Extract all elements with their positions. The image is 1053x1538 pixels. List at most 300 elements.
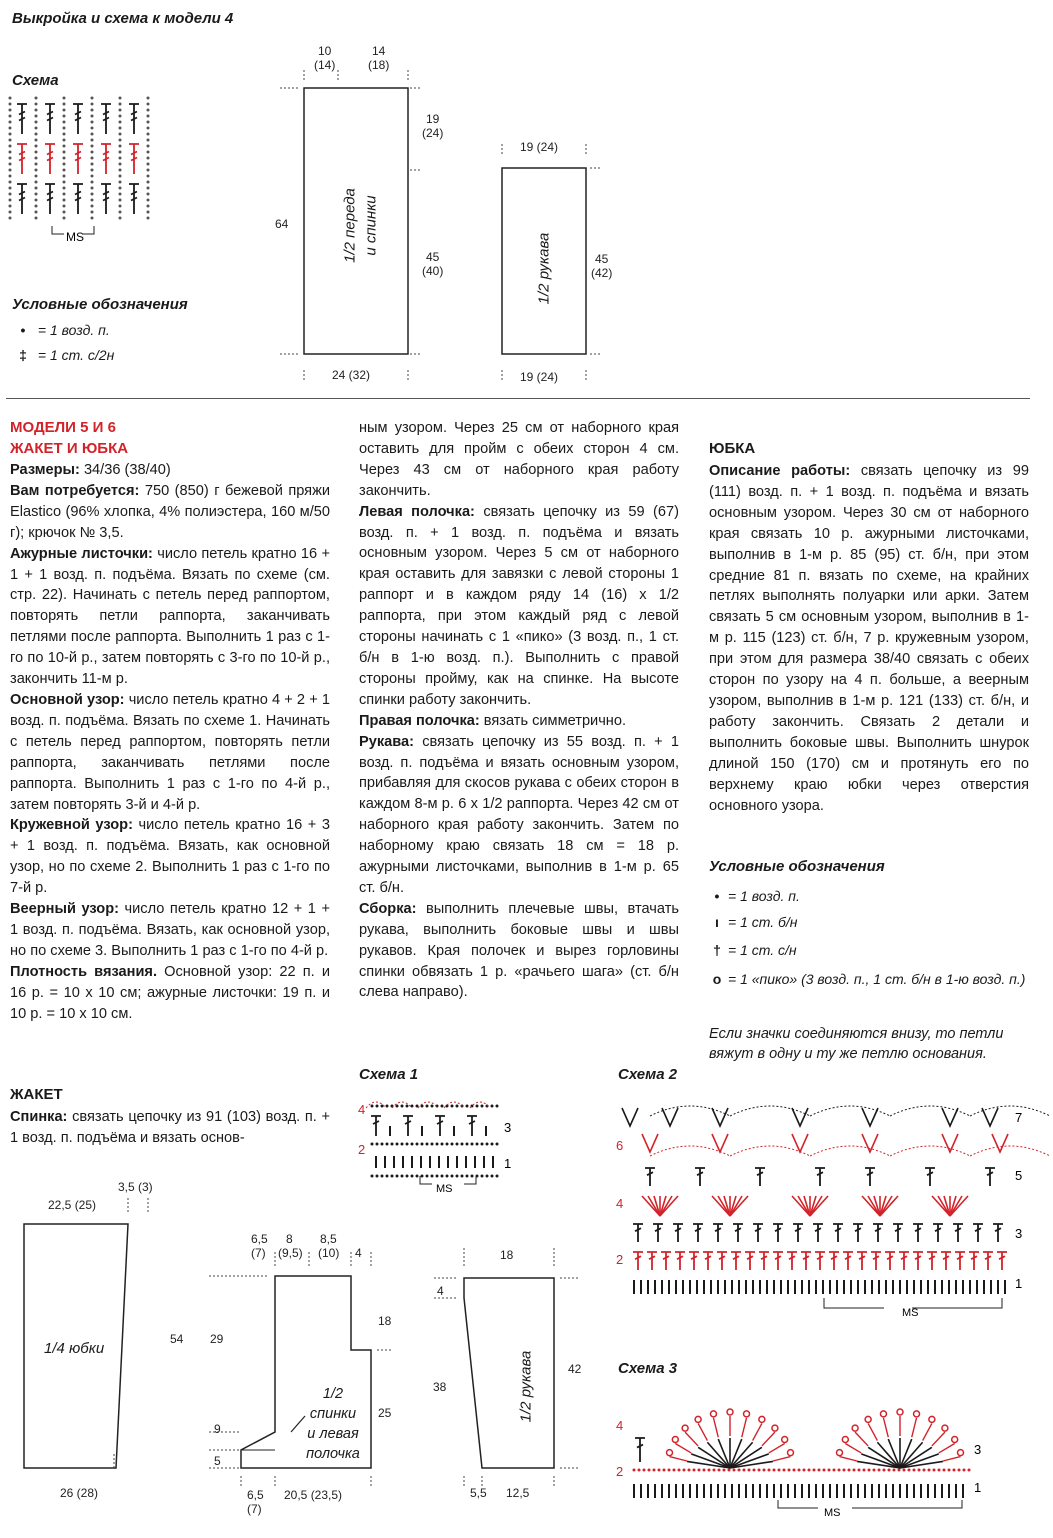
pattern-sleeve-bottom-guides	[434, 1248, 580, 1488]
picot-symbol	[942, 1425, 948, 1431]
front-left-low-dim: 5	[214, 1454, 221, 1468]
skirt-label: 1/4 юбки	[44, 1340, 105, 1357]
double-crochet-symbol	[927, 1252, 937, 1270]
double-crochet-symbol	[673, 1224, 683, 1242]
chain-dot	[753, 1469, 756, 1472]
chain-dot	[386, 1143, 389, 1146]
chain-dot	[718, 1469, 721, 1472]
chain-dot	[431, 1143, 434, 1146]
pattern-back-front-inner	[241, 1276, 275, 1450]
chain-dot	[828, 1469, 831, 1472]
front-top-left-dim-alt: (14)	[314, 58, 336, 72]
double-crochet-symbol	[941, 1252, 951, 1270]
chain-dot	[63, 127, 66, 130]
double-crochet-symbol	[645, 1168, 655, 1186]
chain-dot	[411, 1175, 414, 1178]
chain-dot	[391, 1175, 394, 1178]
chain-dot	[481, 1175, 484, 1178]
chain-dot	[35, 151, 38, 154]
front-top4-dim: 4	[355, 1246, 362, 1260]
chain-dot	[491, 1143, 494, 1146]
scheme2	[610, 1096, 1040, 1322]
chain-dot	[91, 97, 94, 100]
double-crochet-symbol	[633, 1224, 643, 1242]
double-crochet-symbol	[933, 1224, 943, 1242]
double-crochet-symbol	[843, 1252, 853, 1270]
para-assembly: Сборка: выполнить плечевые швы, втачать рукава, выполнить боковые швы и швы рукавов. Края полочек и вырез горловины спинки обвязать 1 р. «рачьего шага» (ст. б/н слева направо).	[359, 900, 679, 1001]
picot-stem	[883, 1418, 888, 1437]
chain-dot	[63, 97, 66, 100]
front-bottom2-dim: 20,5 (23,5)	[284, 1488, 343, 1502]
chain-dot	[119, 151, 122, 154]
picot-stem	[675, 1443, 691, 1452]
scheme3	[610, 1384, 1040, 1524]
chain-dot	[663, 1469, 666, 1472]
v-stitch	[862, 1108, 878, 1126]
chain-dot	[698, 1469, 701, 1472]
skirt-height-dim: 54	[170, 1332, 184, 1346]
chain-dot	[401, 1143, 404, 1146]
picot-symbol	[672, 1436, 678, 1442]
chain-dot	[708, 1469, 711, 1472]
fan-stitch	[648, 1196, 660, 1216]
chain-dot	[426, 1105, 429, 1108]
model4-symbols	[9, 97, 150, 220]
sleeve-right-dim: 45	[595, 252, 609, 266]
model4-schema	[10, 98, 160, 248]
chain-dot	[119, 121, 122, 124]
chain-dot	[9, 181, 12, 184]
double-crochet-symbol	[647, 1252, 657, 1270]
legend-item-chain: • = 1 возд. п.	[706, 888, 800, 904]
chain-arc	[890, 1146, 970, 1156]
chain-dot	[496, 1175, 499, 1178]
chain-dot	[91, 133, 94, 136]
double-crochet-symbol	[731, 1252, 741, 1270]
double-crochet-symbol	[753, 1224, 763, 1242]
skirt-heading: ЮБКА	[709, 440, 756, 457]
double-crochet-2-symbol	[17, 104, 27, 134]
chain-dot	[813, 1469, 816, 1472]
chain-dot	[748, 1469, 751, 1472]
double-crochet-symbol	[403, 1116, 413, 1136]
chain-dot	[35, 103, 38, 106]
scheme3-title: Схема 3	[618, 1360, 678, 1377]
front-right-top-dim: 18	[378, 1314, 392, 1328]
chain-dot	[381, 1175, 384, 1178]
picot-stem	[742, 1418, 747, 1437]
scheme1-row-4: 4	[358, 1102, 366, 1117]
chain-dot	[843, 1469, 846, 1472]
picot-symbol	[787, 1450, 793, 1456]
chain-dot	[933, 1469, 936, 1472]
chain-dot	[63, 181, 66, 184]
fan-stitch	[938, 1196, 950, 1216]
dot-icon: •	[714, 888, 720, 904]
chain-dot	[63, 193, 66, 196]
double-crochet-symbol	[973, 1224, 983, 1242]
scheme2-title: Схема 2	[618, 1066, 678, 1083]
chain-dot	[147, 217, 150, 220]
chain-dot	[119, 115, 122, 118]
picot-stem	[753, 1423, 762, 1440]
chain-dot	[858, 1469, 861, 1472]
chain-dot	[396, 1105, 399, 1108]
chain-dot	[486, 1175, 489, 1178]
chain-dot	[35, 109, 38, 112]
chain-dot	[943, 1469, 946, 1472]
front-bottom1-dim: 6,5	[247, 1488, 264, 1502]
chain-dot	[9, 133, 12, 136]
chain-dot	[386, 1175, 389, 1178]
top-legend-item-chain: • = 1 возд. п.	[12, 322, 110, 338]
chain-dot	[147, 169, 150, 172]
scheme2-symbols	[622, 1106, 1050, 1294]
chain-dot	[91, 199, 94, 202]
picot-symbol	[852, 1425, 858, 1431]
chain-dot	[456, 1105, 459, 1108]
fan-stitch	[718, 1196, 730, 1216]
chain-dot	[91, 163, 94, 166]
chain-dot	[119, 139, 122, 142]
chain-dot	[119, 157, 122, 160]
para-lace-pattern: Кружевной узор: число петель кратно 16 + 3 + 1 возд. п. подъёма. Вязать, как основной узор, но по схеме 2. Выполнить 1 раз с 1-го по 7-й р.	[10, 817, 330, 897]
chain-dot	[878, 1469, 881, 1472]
chain-dot	[119, 211, 122, 214]
chain-dot	[91, 193, 94, 196]
chain-arc	[810, 1106, 890, 1116]
double-crochet-symbol	[885, 1252, 895, 1270]
scheme3-ms: MS	[824, 1507, 841, 1519]
picot-stem	[939, 1443, 955, 1452]
para-leaves: Ажурные листочки: число петель кратно 16 + 1 + 1 возд. п. подъёма. Вязать по схеме (см. стр. 22). Начинать с петель перед раппортом, повторять петли раппорта, заканчивать петлями после раппорта. Выполнить 1 раз с 1-го по 10-й р., затем повторять с 3-го по 10-й р., закончить 11-м р.	[10, 545, 330, 688]
double-crochet-symbol	[997, 1252, 1007, 1270]
schema-title: Схема	[12, 72, 59, 89]
column-2	[359, 418, 679, 1003]
chain-dot	[406, 1105, 409, 1108]
chain-dot	[898, 1469, 901, 1472]
chain-dot	[35, 97, 38, 100]
chain-dot	[119, 217, 122, 220]
chain-dot	[798, 1469, 801, 1472]
chain-dot	[9, 187, 12, 190]
chain-dot	[436, 1143, 439, 1146]
chain-dot	[119, 193, 122, 196]
double-crochet-symbol	[689, 1252, 699, 1270]
chain-dot	[678, 1469, 681, 1472]
chain-dot	[451, 1175, 454, 1178]
scheme2-row-3: 3	[1015, 1226, 1023, 1241]
double-crochet-symbol	[873, 1224, 883, 1242]
double-crochet-2-symbol	[17, 144, 27, 174]
top-title: Выкройка и схема к модели 4	[12, 10, 234, 27]
chain-dot	[688, 1469, 691, 1472]
double-crochet-2-symbol	[17, 184, 27, 214]
chain-dot	[63, 121, 66, 124]
picot-stem	[670, 1457, 688, 1461]
chain-dot	[758, 1469, 761, 1472]
chain-dot	[35, 133, 38, 136]
double-crochet-symbol	[633, 1252, 643, 1270]
para-fan-pattern: Веерный узор: число петель кратно 12 + 1 + 1 возд. п. подъёма. Вязать, как основной узор, но по схеме 3. Выполнить 1 раз с 1-го по 4-й р.	[10, 901, 330, 959]
chain-dot	[63, 115, 66, 118]
picot-stem	[769, 1443, 785, 1452]
v-stitch	[862, 1134, 878, 1152]
picot-symbol	[710, 1411, 716, 1417]
chain-dot	[91, 187, 94, 190]
chain-dot	[743, 1469, 746, 1472]
double-crochet-symbol	[675, 1252, 685, 1270]
chain-dot	[35, 169, 38, 172]
double-crochet-2-symbol	[73, 144, 83, 174]
chain-dot	[147, 103, 150, 106]
para-left-front: Левая полочка: связать цепочку из 59 (67) возд. п. + 1 возд. п. подъёма и вязать основным узором. Через 5 см от наборного края оставить для завязки с левой стороны 1 раппорт и в каждом ряду 14 (16) х 1/2 раппорта, при этом каждый ряд с левой стороны начинать с 1 «пико» (3 возд. п., 1 ст. б/н в 1-ю возд. п.). Выполнить с правой стороны пройму, как на спинке. На высоте спинки работу закончить.	[359, 503, 679, 708]
front-right-lower-dim: 45	[426, 250, 440, 264]
scheme3-ms-bracket	[778, 1500, 962, 1508]
chain-dot	[91, 205, 94, 208]
chain-dot	[119, 145, 122, 148]
picot-symbol	[952, 1436, 958, 1442]
chain-dot	[888, 1469, 891, 1472]
double-crochet-symbol	[787, 1252, 797, 1270]
chain-dot	[416, 1105, 419, 1108]
chain-dot	[441, 1175, 444, 1178]
chain-dot	[376, 1175, 379, 1178]
scheme3-symbols	[633, 1409, 971, 1498]
picot-symbol	[957, 1450, 963, 1456]
chain-dot	[938, 1469, 941, 1472]
pattern-skirt-guides	[114, 1198, 148, 1468]
chain-dot	[9, 163, 12, 166]
sleeve2-bottom1-dim: 5,5	[470, 1486, 487, 1500]
chain-dot	[147, 115, 150, 118]
chain-dot	[147, 139, 150, 142]
double-crochet-2-symbol	[73, 104, 83, 134]
chain-dot	[35, 181, 38, 184]
schema-ms-label: MS	[66, 230, 84, 244]
chain-dot	[778, 1469, 781, 1472]
scheme1-row-1: 1	[504, 1156, 512, 1171]
chain-dot	[9, 217, 12, 220]
chain-dot	[147, 127, 150, 130]
scheme1-symbols	[366, 1102, 499, 1178]
double-crochet-symbol	[759, 1252, 769, 1270]
chain-arc	[970, 1146, 1050, 1156]
legend-item-picot: o = 1 «пико» (3 возд. п., 1 ст. б/н в 1-ю возд. п.)	[706, 970, 1031, 989]
chain-dot	[703, 1469, 706, 1472]
chain-dot	[893, 1469, 896, 1472]
chain-dot	[833, 1469, 836, 1472]
front-top1-dim-alt: (7)	[251, 1246, 266, 1260]
chain-dot	[147, 121, 150, 124]
front-top1-dim: 6,5	[251, 1232, 268, 1246]
chain-dot	[147, 145, 150, 148]
chain-dot	[848, 1469, 851, 1472]
picot-symbol	[667, 1450, 673, 1456]
double-crochet-symbol	[893, 1224, 903, 1242]
chain-dot	[773, 1469, 776, 1472]
pattern-sleeve-bottom-outline	[464, 1278, 554, 1468]
double-crochet-symbol	[857, 1252, 867, 1270]
chain-dot	[9, 175, 12, 178]
picot-symbol	[929, 1416, 935, 1422]
chain-dot	[638, 1469, 641, 1472]
front-top2-dim: 8	[286, 1232, 293, 1246]
double-crochet-symbol	[853, 1224, 863, 1242]
chain-dot	[451, 1143, 454, 1146]
v-stitch	[712, 1134, 728, 1152]
chain-arc	[890, 1106, 970, 1116]
chain-dot	[431, 1175, 434, 1178]
picot-symbol	[727, 1409, 733, 1415]
chain-dot	[396, 1175, 399, 1178]
chain-dot	[35, 199, 38, 202]
chain-dot	[91, 127, 94, 130]
front-left-mid-dim: 9	[214, 1422, 221, 1436]
front-top-right-dim-alt: (18)	[368, 58, 390, 72]
skirt-top-right-dim: 3,5 (3)	[118, 1180, 153, 1194]
sleeve-label: 1/2 рукава	[535, 232, 553, 305]
front-bottom1-dim-alt: (7)	[247, 1502, 262, 1516]
chain-dot	[63, 205, 66, 208]
chain-dot	[147, 157, 150, 160]
chain-dot	[35, 211, 38, 214]
chain-dot	[406, 1143, 409, 1146]
chain-dot	[63, 157, 66, 160]
double-crochet-symbol	[661, 1252, 671, 1270]
double-crochet-2-symbol	[129, 144, 139, 174]
scheme1-row-2: 2	[358, 1142, 366, 1157]
chain-arc	[650, 1106, 730, 1116]
chain-dot	[913, 1469, 916, 1472]
chain-dot	[9, 121, 12, 124]
legend-item-dc: † = 1 ст. с/н	[706, 942, 797, 958]
scheme2-row-2: 2	[616, 1252, 624, 1267]
front-right-upper-dim-alt: (24)	[422, 126, 444, 140]
chain-dot	[147, 151, 150, 154]
chain-dot	[35, 205, 38, 208]
chain-dot	[35, 217, 38, 220]
chain-dot	[63, 133, 66, 136]
front-piece-label: 1/2 спинки и левая полочка	[306, 1386, 360, 1462]
double-crochet-symbol	[467, 1116, 477, 1136]
column-1	[10, 460, 330, 1024]
para-skirt-work: Описание работы: связать цепочку из 99 (111) возд. п. + 1 возд. п. подъёма и вязать основным узором. Через 30 см от наборного края связать 10 р. ажурными листочками, выполнив в 1-м р. 85 (95) ст. б/н, при этом средние 81 п. вязать по схеме, на крайних петлях выполнять полуарки или арки. Затем связать 5 см основным узором, выполнив в 1-м р. 115 (123) ст. б/н, 7 р. кружевным узором, при этом для размера 38/40 связать с обеих сторон по узору на 4 п. больше, а веерным узором, выполнив в 1-м р. 121 (133) ст. б/н, и работу закончить. Связать 2 детали и выполнить боковые швы. Выполнить шнурок длиной 150 (170) см и протянуть его по верхнему краю юбки через отверстия основного узора.	[709, 463, 1029, 814]
double-crochet-icon: ‡	[19, 347, 27, 363]
double-crochet-symbol	[435, 1116, 445, 1136]
double-crochet-symbol	[773, 1224, 783, 1242]
chain-dot	[461, 1175, 464, 1178]
chain-dot	[958, 1469, 961, 1472]
chain-dot	[713, 1469, 716, 1472]
chain-dot	[471, 1143, 474, 1146]
chain-dot	[421, 1143, 424, 1146]
double-crochet-symbol	[733, 1224, 743, 1242]
chain-dot	[119, 205, 122, 208]
chain-dot	[9, 157, 12, 160]
skirt-bottom-dim: 26 (28)	[60, 1486, 99, 1500]
v-stitch	[712, 1108, 728, 1126]
picot-stem	[868, 1423, 877, 1440]
chain-dot	[968, 1469, 971, 1472]
chain-dot	[119, 175, 122, 178]
double-crochet-symbol	[833, 1224, 843, 1242]
chain-dot	[9, 139, 12, 142]
double-crochet-2-symbol	[129, 104, 139, 134]
chain-dot	[9, 127, 12, 130]
chain-dot	[416, 1175, 419, 1178]
chain-dot	[436, 1175, 439, 1178]
chain-dot	[853, 1469, 856, 1472]
chain-dot	[91, 169, 94, 172]
double-crochet-symbol	[871, 1252, 881, 1270]
chain-dot	[783, 1469, 786, 1472]
chain-dot	[63, 103, 66, 106]
fan-stitch	[798, 1196, 810, 1216]
chain-dot	[481, 1143, 484, 1146]
double-crochet-symbol	[717, 1252, 727, 1270]
chain-dot	[768, 1469, 771, 1472]
chain-dot	[903, 1469, 906, 1472]
double-crochet-symbol	[899, 1252, 909, 1270]
chain-dot	[91, 175, 94, 178]
chain-dot	[376, 1143, 379, 1146]
picot-stem	[840, 1457, 858, 1461]
chain-dot	[643, 1469, 646, 1472]
sleeve2-right-dim: 42	[568, 1362, 582, 1376]
picot-icon: o	[712, 971, 722, 987]
v-stitch	[792, 1108, 808, 1126]
chain-dot	[451, 1105, 454, 1108]
front-top3-dim-alt: (10)	[318, 1246, 340, 1260]
front-top-left-dim: 10	[318, 44, 332, 58]
article-heading-2: ЖАКЕТ И ЮБКА	[10, 440, 129, 457]
picot-symbol	[772, 1425, 778, 1431]
front-label-line1: 1/2 переда	[341, 188, 359, 263]
double-crochet-symbol	[985, 1168, 995, 1186]
jacket-heading: ЖАКЕТ	[10, 1086, 63, 1103]
chain-dot	[411, 1105, 414, 1108]
chain-dot	[416, 1143, 419, 1146]
chain-dot	[873, 1469, 876, 1472]
chain-dot	[63, 211, 66, 214]
v-stitch	[942, 1108, 958, 1126]
chain-dot	[63, 199, 66, 202]
chain-dot	[633, 1469, 636, 1472]
chain-dot	[371, 1143, 374, 1146]
picot-stem	[923, 1423, 932, 1440]
picot-stem	[762, 1432, 775, 1446]
chain-dot	[63, 175, 66, 178]
chain-dot	[35, 121, 38, 124]
sleeve2-label: 1/2 рукава	[517, 1350, 535, 1423]
chain-dot	[461, 1143, 464, 1146]
chain-dot	[868, 1469, 871, 1472]
chain-dot	[9, 145, 12, 148]
sleeve2-left-top-dim: 4	[437, 1284, 444, 1298]
single-crochet-icon: ı	[715, 914, 719, 930]
chain-dot	[381, 1143, 384, 1146]
legend-title: Условные обозначения	[709, 858, 885, 875]
double-crochet-symbol	[371, 1116, 381, 1136]
double-crochet-symbol	[815, 1168, 825, 1186]
front-top3-dim: 8,5	[320, 1232, 337, 1246]
double-crochet-symbol	[653, 1224, 663, 1242]
picot-symbol	[759, 1416, 765, 1422]
picot-symbol	[880, 1411, 886, 1417]
chain-dot	[9, 199, 12, 202]
chain-dot	[673, 1469, 676, 1472]
